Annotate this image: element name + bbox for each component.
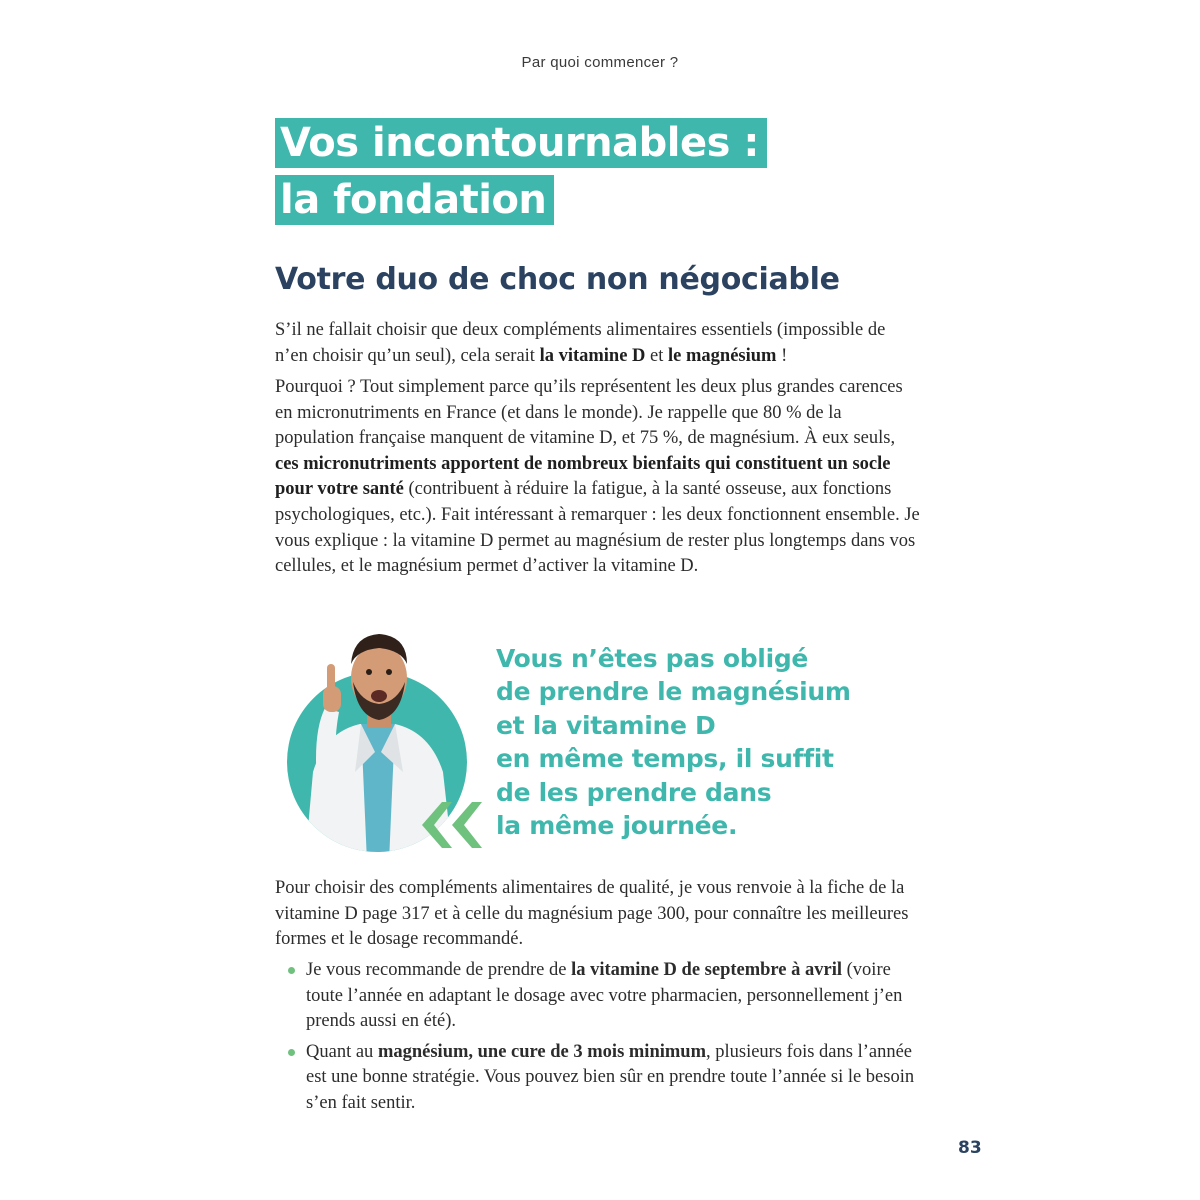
bold-run: ces micronutriments apportent de nombreux bienfaits qui constituent un socle pour votre santé: [275, 453, 891, 500]
quote-line: en même temps, il suffit: [496, 744, 834, 774]
bold-run: la vitamine D de septembre à avril: [571, 960, 843, 980]
bold-run: le magnésium: [668, 345, 777, 366]
title-line-1: Vos incontournables :: [275, 118, 767, 168]
title-line-2: la fondation: [275, 175, 554, 225]
text-run: Je vous recommande de prendre de: [306, 960, 572, 980]
text-run: (voire toute l’année en adaptant le dosage avec votre pharmacien, personnellement j’en prends aussi en été).: [306, 960, 903, 1032]
running-head: Par quoi commencer ?: [521, 54, 679, 71]
text-run: S’il ne fallait choisir que deux compléments alimentaires essentiels (impossible de n’en choisir qu’un seul), cela serait: [275, 320, 886, 366]
text-run: (contribuent à réduire la fatigue, à la santé osseuse, aux fonctions psychologiques, etc.). Fait intéressant à remarquer : les deux fonctionnent ensemble. Je vous explique : la vitamine D permet au magnésium de rester plus longtemps dans vos cellules, et le magnésium permet d’activer la vitamine D.: [275, 479, 920, 577]
quote-line: et la vitamine D: [496, 710, 716, 740]
bullet-dot-icon: [288, 1049, 295, 1056]
bold-run: la vitamine D: [539, 345, 646, 366]
text-run: Pourquoi ? Tout simplement parce qu’ils représentent les deux plus grandes carences en micronutriments en France (et dans le monde). Je rappelle que 80 % de la population française manquent de vitamine D, et 75 %, de magnésium. À eux seuls,: [275, 377, 903, 449]
quote-line: de les prendre dans: [496, 777, 772, 807]
recommendation-list: [288, 958, 922, 1122]
list-item: [288, 958, 922, 1035]
page-number: 83: [958, 1138, 982, 1158]
quote-mark-icon: [418, 800, 486, 850]
bullet-dot-icon: [288, 967, 295, 974]
list-item: [288, 1040, 922, 1117]
chapter-title: [275, 118, 767, 225]
paragraph-intro: [275, 318, 920, 369]
text-run: , plusieurs fois dans l’année est une bonne stratégie. Vous pouvez bien sûr en prendre toute l’année si le besoin s’en fait sentir.: [306, 1041, 915, 1113]
pull-quote: [496, 642, 916, 842]
quote-line: la même journée.: [496, 811, 738, 841]
section-subtitle: Votre duo de choc non négociable: [275, 262, 840, 297]
paragraph-why: [275, 375, 920, 580]
quote-line: de prendre le magnésium: [496, 677, 851, 707]
text-run: !: [776, 345, 788, 366]
quote-line: Vous n’êtes pas obligé: [496, 644, 809, 673]
bold-run: magnésium, une cure de 3 mois minimum: [377, 1041, 706, 1062]
paragraph-quality: Pour choisir des compléments alimentaires de qualité, je vous renvoie à la fiche de la vitamine D page 317 et à celle du magnésium page 300, pour connaître les meilleures formes et le dosage recommandé.: [275, 878, 909, 950]
text-run: et: [645, 345, 669, 366]
text-run: Quant au: [306, 1041, 378, 1062]
